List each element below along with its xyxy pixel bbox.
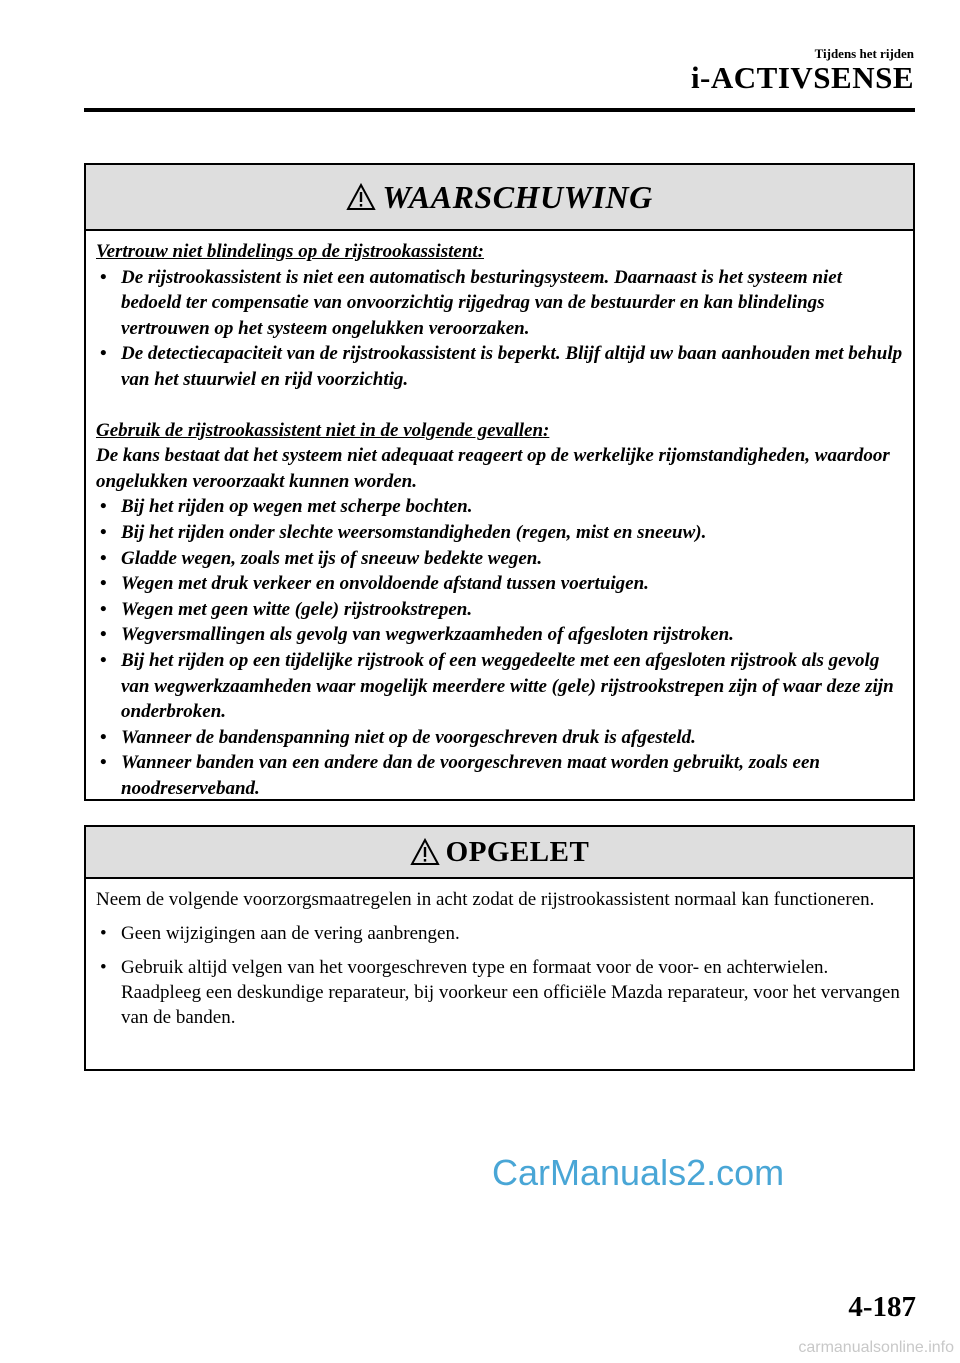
section-title: Tijdens het rijden [814,46,914,61]
spacer [96,393,903,418]
warning-intro-2: De kans bestaat dat het systeem niet adequaat reageert op de werkelijke rijomstandigheden, waardoor ongelukken veroorzaakt kunnen worden. [96,445,890,492]
caution-list [96,921,903,1030]
list-item: • Bij het rijden op een tijdelijke rijstrook of een weggedeelte met een afgesloten rijstrook als gevolg van wegwerkzaamheden waar mogelijk meerdere witte (gele) rijstrookstrepen zijn of waar deze zijn onderbroken. [96,648,903,725]
list-item: • Gebruik altijd velgen van het voorgeschreven type en formaat voor de voor- en achterwielen. Raadpleeg een deskundige reparateur, bij voorkeur een officiële Mazda reparateur, voor het vervangen van de banden. [96,955,903,1030]
list-item: • Wanneer de bandenspanning niet op de voorgeschreven druk is afgesteld. [96,725,903,751]
list-item: • De detectiecapaciteit van de rijstrookassistent is beperkt. Blijf altijd uw baan aanhouden met behulp van het stuurwiel en rijd voorzichtig. [96,341,903,392]
list-item: • De rijstrookassistent is niet een automatisch besturingsysteem. Daarnaast is het systeem niet bedoeld ter compensatie van onvoorzichtig rijgedrag van de bestuurder en kan blindelings vertrouwen op het systeem ongelukken veroorzaken. [96,265,903,342]
footer-watermark: carmanualsonline.info [798,1339,954,1356]
caution-box [84,825,915,1071]
warning-title: WAARSCHUWING [382,178,653,215]
warning-content [86,231,913,801]
warning-header [86,165,913,231]
list-item: • Bij het rijden onder slechte weersomstandigheden (regen, mist en sneeuw). [96,520,903,546]
list-item: • Wegversmallingen als gevolg van wegwerkzaamheden of afgesloten rijstroken. [96,622,903,648]
caution-intro: Neem de volgende voorzorgsmaatregelen in acht zodat de rijstrookassistent normaal kan functioneren. [96,889,875,910]
header-rule [84,108,915,112]
watermark: CarManuals2.com [492,1152,785,1193]
caution-triangle-icon [410,838,440,866]
list-item: • Geen wijzigingen aan de vering aanbrengen. [96,921,903,946]
list-item: • Wanneer banden van een andere dan de voorgeschreven maat worden gebruikt, zoals een noodreserveband. [96,750,903,801]
warning-subheading-1: Vertrouw niet blindelings op de rijstrookassistent: [96,241,484,262]
chapter-title: i-ACTIVSENSE [690,60,914,95]
caution-content [86,879,913,1030]
caution-title: OPGELET [445,835,590,868]
warning-list-1 [96,265,903,393]
warning-list-2 [96,494,903,801]
warning-subheading-2: Gebruik de rijstrookassistent niet in de volgende gevallen: [96,419,550,441]
page-number: 4-187 [848,1291,916,1323]
list-item: • Wegen met geen witte (gele) rijstrookstrepen. [96,597,903,623]
list-item: • Bij het rijden op wegen met scherpe bochten. [96,494,903,520]
warning-box [84,163,915,801]
list-item: • Wegen met druk verkeer en onvoldoende afstand tussen voertuigen. [96,571,903,597]
caution-header [86,827,913,879]
list-item: • Gladde wegen, zoals met ijs of sneeuw bedekte wegen. [96,546,903,572]
warning-triangle-icon [346,183,376,211]
